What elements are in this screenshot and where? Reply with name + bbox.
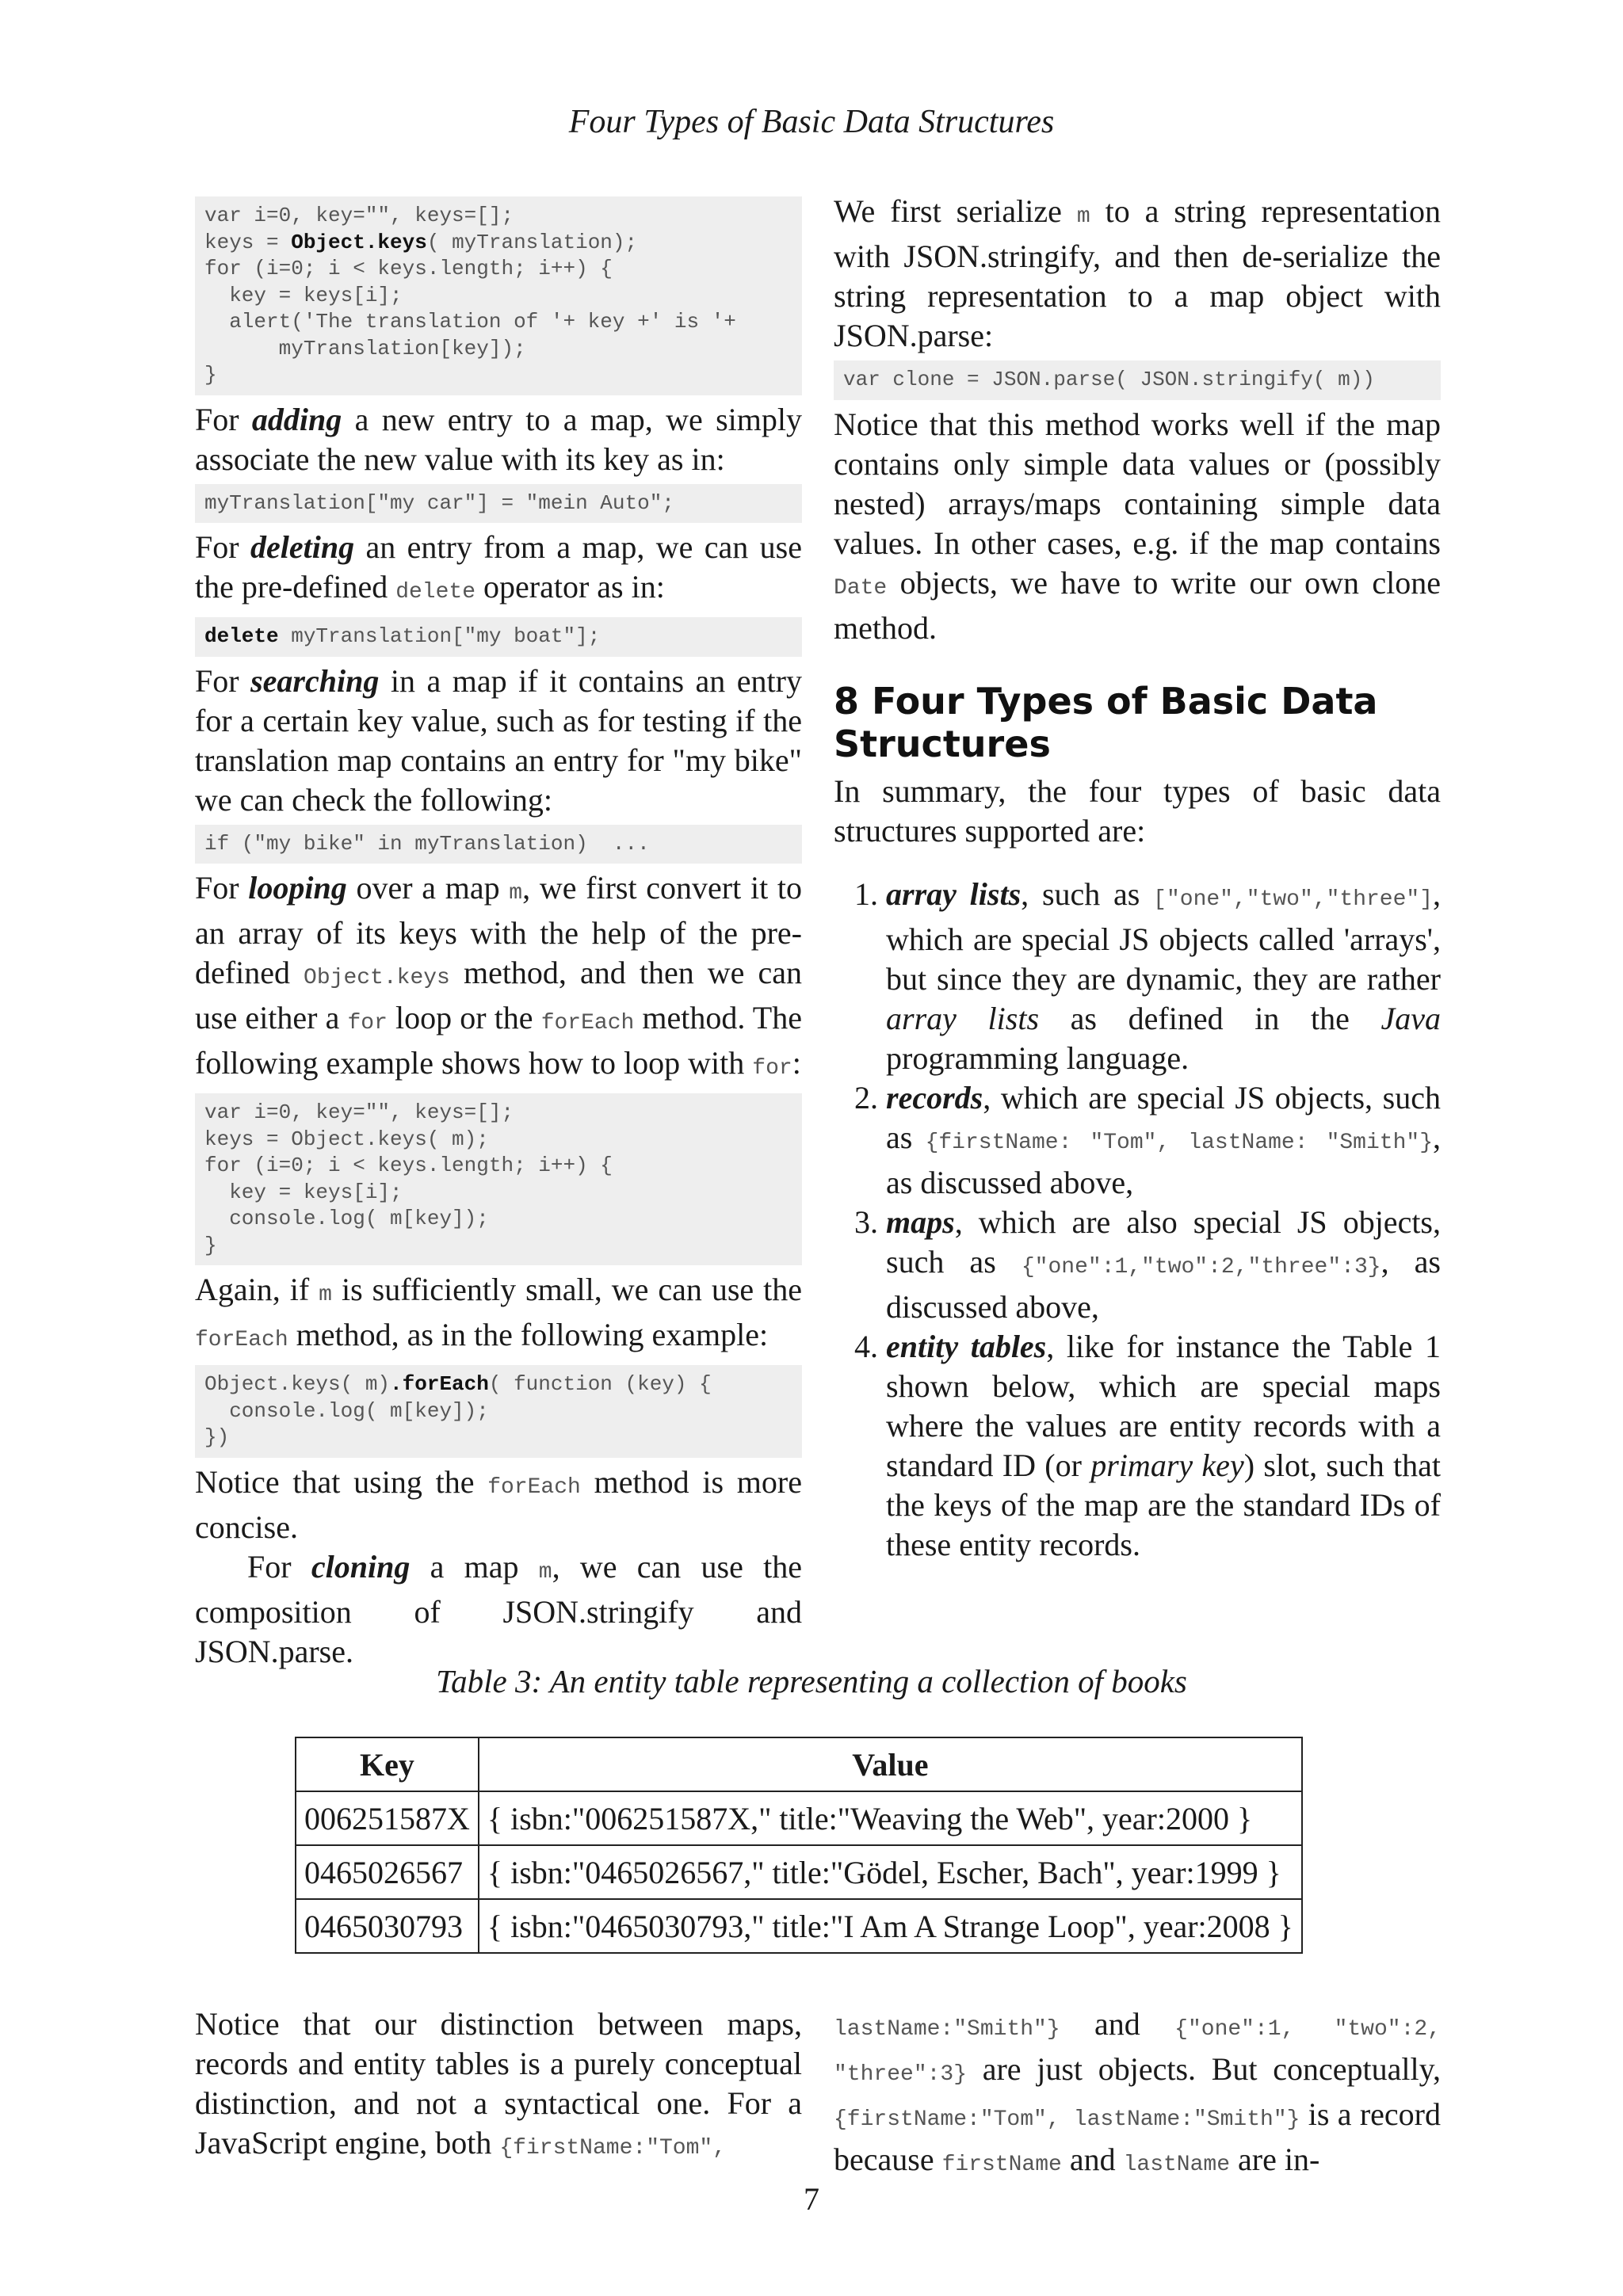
table-cell-key: 006251587X bbox=[296, 1791, 479, 1845]
list-item: 3. maps, which are also special JS objects, such as {"one":1,"two":2,"three":3}, as discussed above, bbox=[886, 1203, 1441, 1327]
table-caption: Table 3: An entity table representing a collection of books bbox=[436, 1663, 1187, 1699]
paragraph-cloning: For cloning a map m, we can use the composition of JSON.stringify and JSON.parse. bbox=[195, 1548, 802, 1669]
page-number: 7 bbox=[804, 2181, 819, 2217]
column-header-key: Key bbox=[296, 1737, 479, 1791]
code-block-keys-loop: var i=0, key="", keys=[]; keys = Object.keys( myTranslation); for (i=0; i < keys.length; i++) { key = keys[i]; alert('The translation of '+ key +' is '+ myTranslation[key]); } bbox=[195, 196, 802, 395]
table-row bbox=[296, 1791, 1302, 1845]
right-column bbox=[834, 192, 1441, 1565]
paragraph-serialize: We first serialize m to a string representation with JSON.stringify, and then de-serialize the string representation to a map object with JSON.parse: bbox=[834, 193, 1442, 353]
entity-table bbox=[295, 1737, 1303, 1954]
list-item: 1. array lists, such as ["one","two","three"], which are special JS objects called 'arrays', but since they are dynamic, they are rather array lists as defined in the Java programming language. bbox=[886, 875, 1441, 1078]
data-structures-list bbox=[834, 875, 1441, 1565]
paragraph-notice-clone: Notice that this method works well if the map contains only simple data values or (possibly nested) arrays/maps containing simple data values. In other cases, e.g. if the map contains Date objects, we have to write our own clone method. bbox=[834, 406, 1441, 646]
bottom-left-column bbox=[195, 2004, 802, 2168]
left-column bbox=[195, 192, 802, 1672]
table-cell-key: 0465030793 bbox=[296, 1899, 479, 1953]
paragraph-distinction-cont: lastName:"Smith"} and {"one":1, "two":2, "three":3} are just objects. But conceptually, {firstName:"Tom", lastName:"Smith"} is a record because firstName and lastName are in- bbox=[834, 2006, 1441, 2177]
table-cell-value: { isbn:"006251587X," title:"Weaving the Web", year:2000 } bbox=[479, 1791, 1302, 1845]
table-header-row bbox=[296, 1737, 1302, 1791]
code-block-loop: var i=0, key="", keys=[]; keys = Object.keys( m); for (i=0; i < keys.length; i++) { key = keys[i]; console.log( m[key]); } bbox=[195, 1093, 802, 1265]
paragraph-looping: For looping over a map m, we first convert it to an array of its keys with the help of the pre-defined Object.keys method, and then we can use either a for loop or the forEach method. The following example shows how to loop with for: bbox=[195, 870, 803, 1081]
paragraph-searching: For searching in a map if it contains an entry for a certain key value, such as for testing if the translation map contains an entry for "my bike" we can check the following: bbox=[195, 662, 802, 818]
table-cell-key: 0465026567 bbox=[296, 1845, 479, 1899]
code-block-clone: var clone = JSON.parse( JSON.stringify( m)) bbox=[834, 360, 1441, 400]
paragraph-summary: In summary, the four types of basic data structures supported are: bbox=[834, 772, 1441, 849]
paragraph-deleting: For deleting an entry from a map, we can use the pre-defined delete operator as in: bbox=[195, 529, 802, 605]
code-block-delete: delete myTranslation["my boat"]; bbox=[195, 617, 802, 657]
bottom-right-column bbox=[834, 2004, 1441, 2185]
table-row bbox=[296, 1845, 1302, 1899]
paragraph-adding: For adding a new entry to a map, we simply associate the new value with its key as in: bbox=[195, 401, 802, 477]
list-item: 2. records, which are special JS objects, such as {firstName: "Tom", lastName: "Smith"}, as discussed above, bbox=[886, 1078, 1441, 1203]
section-heading: 8 Four Types of Basic Data Structures bbox=[834, 679, 1378, 765]
table-cell-value: { isbn:"0465030793," title:"I Am A Strange Loop", year:2008 } bbox=[479, 1899, 1302, 1953]
paragraph-again: Again, if m is sufficiently small, we can use the forEach method, as in the following example: bbox=[195, 1272, 803, 1352]
table-row bbox=[296, 1899, 1302, 1953]
code-block-add: myTranslation["my car"] = "mein Auto"; bbox=[195, 484, 802, 524]
table-cell-value: { isbn:"0465026567," title:"Gödel, Escher, Bach", year:1999 } bbox=[479, 1845, 1302, 1899]
code-block-search: if ("my bike" in myTranslation) ... bbox=[195, 825, 802, 864]
column-header-value: Value bbox=[479, 1737, 1302, 1791]
running-header: Four Types of Basic Data Structures bbox=[568, 104, 1055, 140]
paragraph-distinction: Notice that our distinction between maps, records and entity tables is a purely conceptual distinction, and not a syntactical one. For a JavaScript engine, both {firstName:"Tom", bbox=[195, 2006, 802, 2161]
paragraph-concise: Notice that using the forEach method is more concise. bbox=[195, 1463, 802, 1545]
list-item: 4. entity tables, like for instance the Table 1 shown below, which are special maps where the values are entity records with a standard ID (or primary key) slot, such that the keys of the map are the standard IDs of these entity records. bbox=[886, 1327, 1441, 1565]
code-block-foreach: Object.keys( m).forEach( function (key) { console.log( m[key]); }) bbox=[195, 1365, 802, 1458]
